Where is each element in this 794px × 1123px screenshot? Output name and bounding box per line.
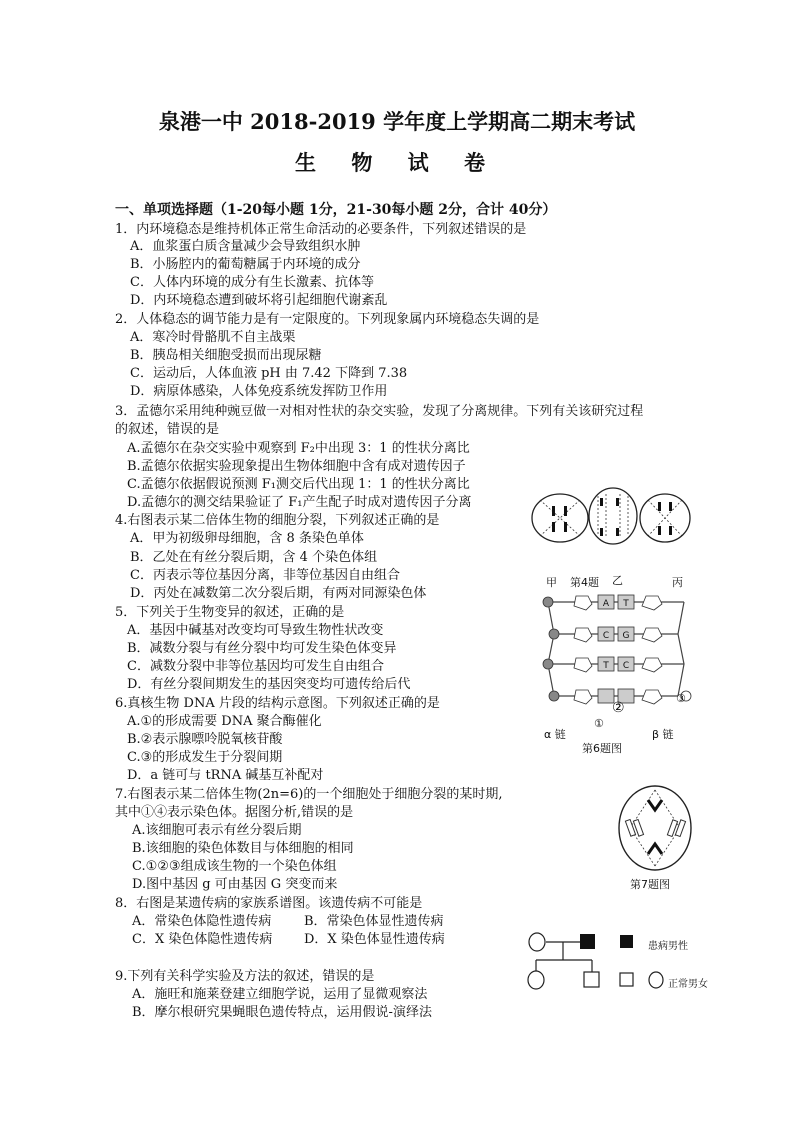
option: A.①的形成需要 DNA 聚合酶催化: [127, 714, 322, 729]
option: D．X 染色体显性遗传病: [304, 932, 445, 947]
question-stem: 3．孟德尔采用纯种豌豆做一对相对性状的杂交实验，发现了分离规律。下列有关该研究过程: [115, 404, 644, 419]
fig6-label-beta: β 链: [652, 728, 674, 741]
question-stem: 7.右图表示某二倍体生物(2n=6)的一个细胞处于细胞分裂的某时期,: [115, 787, 503, 802]
option: D.图中基因 g 可由基因 G 突变而来: [132, 877, 338, 892]
option: D．丙处在减数第二次分裂后期，有两对同源染色体: [130, 586, 427, 601]
fig4-label-bing: 丙: [672, 576, 683, 589]
option: B．乙处在有丝分裂后期，含 4 个染色体组: [130, 550, 378, 565]
option: C.③的形成发生于分裂间期: [127, 750, 283, 765]
question-stem: 4.右图表示某二倍体生物的细胞分裂，下列叙述正确的是: [115, 513, 440, 528]
fig6-caption: 第6题图: [582, 742, 622, 755]
fig6-label-3: ③: [676, 692, 686, 705]
option: A．甲为初级卵母细胞，含 8 条染色单体: [130, 531, 364, 546]
option: B．减数分裂与有丝分裂中均可发生染色体变异: [127, 641, 397, 656]
option: A.孟德尔在杂交实验中观察到 F₂中出现 3：1 的性状分离比: [127, 441, 470, 456]
dna-base: C: [622, 661, 630, 671]
option: B.②表示腺嘌呤脱氧核苷酸: [127, 732, 283, 747]
pedigree-legend-affected: 患病男性: [648, 941, 688, 952]
option: A．施旺和施莱登建立细胞学说，运用了显微观察法: [132, 987, 428, 1002]
dna-base: G: [622, 631, 630, 641]
page-subtitle: 生 物 试 卷: [295, 150, 499, 175]
option: D．有丝分裂间期发生的基因突变均可遗传给后代: [127, 677, 411, 692]
option: A.该细胞可表示有丝分裂后期: [132, 823, 302, 838]
option: A．常染色体隐性遗传病: [132, 914, 272, 929]
option: A．基因中碱基对改变均可导致生物性状改变: [127, 623, 384, 638]
option: B．胰岛相关细胞受损而出现尿糖: [130, 348, 322, 363]
question-stem: 8．右图是某遗传病的家族系谱图。该遗传病不可能是: [115, 896, 423, 911]
cell-division-figure: [528, 478, 693, 568]
question-stem-cont: 的叙述，错误的是: [115, 422, 220, 437]
option: D．内环境稳态遭到破坏将引起细胞代谢紊乱: [130, 293, 388, 308]
question-stem: 5．下列关于生物变异的叙述，正确的是: [115, 605, 345, 620]
dna-base: A: [602, 599, 610, 609]
fig7-caption: 第7题图: [630, 878, 670, 891]
option: C.孟德尔依据假说预测 F₁测交后代出现 1：1 的性状分离比: [127, 477, 470, 492]
option: D．a 链可与 tRNA 碱基互补配对: [127, 768, 324, 783]
question-stem: 1．内环境稳态是维持机体正常生命活动的必要条件，下列叙述错误的是: [115, 222, 527, 237]
question-stem: 6.真核生物 DNA 片段的结构示意图。下列叙述正确的是: [115, 696, 440, 711]
option: A．寒冷时骨骼肌不自主战栗: [130, 330, 296, 345]
option: A．血浆蛋白质含量减少会导致组织水肿: [130, 239, 361, 254]
fig6-label-2: ②: [612, 700, 625, 716]
fig6-label-1: ①: [594, 717, 604, 730]
option: B．摩尔根研究果蝇眼色遗传特点，运用假说-演绎法: [132, 1005, 432, 1020]
page-title: 泉港一中 2018-2019 学年度上学期高二期末考试: [158, 109, 636, 134]
option: B.该细胞的染色体数目与体细胞的相同: [132, 841, 354, 856]
question-stem: 9.下列有关科学实验及方法的叙述，错误的是: [115, 969, 375, 984]
pedigree-legend-normal: 正常男女: [668, 979, 708, 990]
option: C．丙表示等位基因分离，非等位基因自由组合: [130, 568, 400, 583]
option: B．常染色体显性遗传病: [304, 914, 444, 929]
option: B.孟德尔依据实验现象提出生物体细胞中含有成对遗传因子: [127, 459, 466, 474]
fig4-caption: 第4题: [570, 576, 599, 589]
chromosome-cell-figure: [614, 782, 696, 874]
dna-base: C: [602, 631, 610, 641]
section-heading: 一、单项选择题（1-20每小题 1分，21-30每小题 2分，合计 40分）: [115, 202, 557, 218]
option: C．人体内环境的成分有生长激素、抗体等: [130, 275, 374, 290]
question-stem-cont: 其中①④表示染色体。据图分析,错误的是: [115, 805, 354, 820]
fig4-label-jia: 甲: [546, 576, 557, 589]
option: D.孟德尔的测交结果验证了 F₁产生配子时成对遗传因子分离: [127, 495, 472, 510]
fig4-label-yi: 乙: [612, 574, 623, 587]
option: C．X 染色体隐性遗传病: [132, 932, 273, 947]
option: B．小肠腔内的葡萄糖属于内环境的成分: [130, 257, 361, 272]
option: C．运动后，人体血液 pH 由 7.42 下降到 7.38: [130, 366, 408, 381]
option: D．病原体感染，人体免疫系统发挥防卫作用: [130, 384, 388, 399]
fig6-label-alpha: α 链: [544, 728, 566, 741]
question-stem: 2．人体稳态的调节能力是有一定限度的。下列现象属内环境稳态失调的是: [115, 312, 540, 327]
dna-base: T: [623, 599, 629, 609]
dna-base: T: [603, 661, 609, 671]
option: C.①②③组成该生物的一个染色体组: [132, 859, 337, 874]
option: C．减数分裂中非等位基因均可发生自由组合: [127, 659, 384, 674]
